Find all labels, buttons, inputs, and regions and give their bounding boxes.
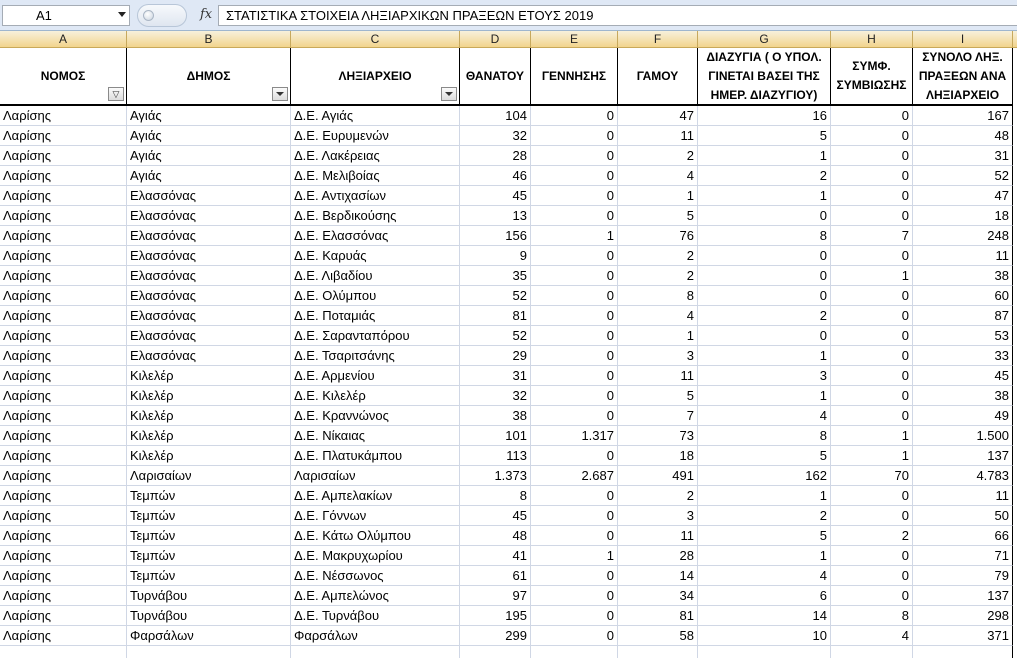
column-header-f[interactable]: F [618,31,698,47]
cell-b[interactable]: Αγιάς [127,146,291,166]
cell-e[interactable]: 0 [531,266,618,286]
cell-f[interactable]: 1 [618,326,698,346]
header-cell-e[interactable] [531,48,618,106]
cell-e[interactable]: 0 [531,186,618,206]
cell-d[interactable]: 31 [460,366,531,386]
cell-i[interactable]: 11 [913,246,1013,266]
column-header-e[interactable]: E [531,31,618,47]
cell-g[interactable]: 14 [698,606,831,626]
cell-h[interactable]: 0 [831,486,913,506]
cell-b[interactable]: Αγιάς [127,126,291,146]
column-header-d[interactable]: D [460,31,531,47]
cell-c[interactable]: Δ.Ε. Μακρυχωρίου [291,546,460,566]
cell-g[interactable]: 2 [698,506,831,526]
cell-g[interactable]: 162 [698,466,831,486]
header-label: ΣΥΝΟΛΟ ΛΗΞ. ΠΡΑΞΕΩΝ ΑΝΑ ΛΗΞΙΑΡΧΕΙΟ [918,49,1007,102]
cell-b[interactable]: Λαρισαίων [127,466,291,486]
circle-icon [143,10,154,21]
cell-i[interactable]: 1.500 [913,426,1013,446]
cell-c[interactable]: Δ.Ε. Ελασσόνας [291,226,460,246]
cell-g[interactable]: 1 [698,546,831,566]
cell-f[interactable]: 2 [618,486,698,506]
cell-a[interactable]: Λαρίσης [0,406,127,426]
header-label: ΓΕΝΝΗΣΗΣ [541,68,607,83]
cell-g[interactable]: 8 [698,226,831,246]
formula-bar [0,0,1017,31]
cell-b[interactable]: Ελασσόνας [127,286,291,306]
cell-e[interactable]: 0 [531,286,618,306]
column-header-h[interactable]: H [831,31,913,47]
cell-i[interactable]: 371 [913,626,1013,646]
dropdown-arrow-icon [445,92,453,96]
cell-b[interactable]: Κιλελέρ [127,446,291,466]
cell-b[interactable]: Ελασσόνας [127,206,291,226]
header-cell-h[interactable] [831,48,913,106]
cell-h[interactable]: 2 [831,526,913,546]
cell-d[interactable]: 45 [460,186,531,206]
cell-f[interactable]: 3 [618,346,698,366]
cell-e[interactable]: 0 [531,166,618,186]
cell-d[interactable]: 195 [460,606,531,626]
cell-e[interactable]: 0 [531,346,618,366]
cell-e[interactable]: 0 [531,146,618,166]
cell-f[interactable]: 5 [618,206,698,226]
cell-b[interactable]: Ελασσόνας [127,266,291,286]
cell-e[interactable]: 0 [531,366,618,386]
cell-b[interactable]: Τεμπών [127,566,291,586]
cell-d[interactable]: 1.373 [460,466,531,486]
column-header-b[interactable]: B [127,31,291,47]
cell-c[interactable]: Δ.Ε. Αγιάς [291,106,460,126]
cell-a[interactable]: Λαρίσης [0,226,127,246]
cell-d[interactable]: 28 [460,146,531,166]
cell-c[interactable]: Λαρισαίων [291,466,460,486]
cell-i[interactable]: 71 [913,546,1013,566]
header-cell-b[interactable] [127,48,291,106]
cell-f[interactable]: 3 [618,506,698,526]
cell-a[interactable]: Λαρίσης [0,186,127,206]
cell-a[interactable]: Λαρίσης [0,306,127,326]
cell-i[interactable]: 31 [913,146,1013,166]
cell-i[interactable]: 18 [913,206,1013,226]
cell-g[interactable]: 1 [698,346,831,366]
cell-c[interactable]: Δ.Ε. Αμπελώνος [291,586,460,606]
cell-i[interactable]: 38 [913,266,1013,286]
column-header-c[interactable]: C [291,31,460,47]
header-label: ΔΗΜΟΣ [186,68,231,83]
cell-a[interactable]: Λαρίσης [0,166,127,186]
cell-b[interactable]: Τεμπών [127,526,291,546]
cell-c[interactable]: Δ.Ε. Ποταμιάς [291,306,460,326]
cell-a[interactable]: Λαρίσης [0,266,127,286]
cell-a[interactable]: Λαρίσης [0,386,127,406]
header-label: ΛΗΞΙΑΡΧΕΙΟ [338,68,412,83]
cell-b[interactable]: Τυρνάβου [127,606,291,626]
cell-h[interactable]: 0 [831,206,913,226]
cell-d[interactable]: 52 [460,286,531,306]
cell-f[interactable]: 81 [618,606,698,626]
cell-c[interactable]: Δ.Ε. Καρυάς [291,246,460,266]
cell-e[interactable]: 0 [531,206,618,226]
cell-i[interactable]: 137 [913,446,1013,466]
cell-b[interactable]: Αγιάς [127,166,291,186]
cell-d[interactable]: 156 [460,226,531,246]
cell-c[interactable]: Δ.Ε. Λακέρειας [291,146,460,166]
cell-b[interactable]: Κιλελέρ [127,406,291,426]
cell-h[interactable]: 0 [831,366,913,386]
cell-d[interactable]: 13 [460,206,531,226]
cell-e[interactable]: 0 [531,526,618,546]
cell-f[interactable]: 7 [618,406,698,426]
cell-f[interactable]: 76 [618,226,698,246]
cell-b[interactable]: Τεμπών [127,546,291,566]
cell-h[interactable]: 0 [831,326,913,346]
cell-a[interactable]: Λαρίσης [0,146,127,166]
filter-active-button[interactable] [108,87,124,101]
header-label: ΝΟΜΟΣ [40,68,86,83]
cell-a[interactable]: Λαρίσης [0,606,127,626]
cell-a[interactable]: Λαρίσης [0,526,127,546]
cell-e[interactable]: 2.687 [531,466,618,486]
cell-b[interactable]: Τεμπών [127,486,291,506]
header-label: ΘΑΝΑΤΟΥ [465,68,525,83]
header-label: ΔΙΑΖΥΓΙΑ ( Ο ΥΠΟΛ. ΓΙΝΕΤΑΙ ΒΑΣΕΙ ΤΗΣ ΗΜΕΡ. ΔΙΑΖΥΓΙΟΥ) [706,49,822,102]
insert-function-button[interactable]: fx [200,7,213,22]
cell-c[interactable]: Φαρσάλων [291,626,460,646]
cell-i[interactable]: 87 [913,306,1013,326]
cell-g[interactable]: 2 [698,306,831,326]
cell-h[interactable]: 70 [831,466,913,486]
cell-g[interactable]: 5 [698,126,831,146]
dropdown-arrow-icon [276,92,284,96]
cell-h[interactable]: 0 [831,126,913,146]
cell-i[interactable]: 52 [913,166,1013,186]
cell-i[interactable]: 137 [913,586,1013,606]
cell-d[interactable]: 45 [460,506,531,526]
cell-i[interactable]: 38 [913,386,1013,406]
cell-e[interactable]: 1 [531,226,618,246]
cell-f[interactable]: 1 [618,186,698,206]
empty-cell[interactable] [291,646,460,658]
cell-h[interactable]: 0 [831,406,913,426]
cell-c[interactable]: Δ.Ε. Ευρυμενών [291,126,460,146]
cell-a[interactable]: Λαρίσης [0,106,127,126]
header-cell-g[interactable] [698,48,831,106]
filter-dropdown-button[interactable] [272,87,288,101]
empty-cell[interactable] [698,646,831,658]
cell-e[interactable]: 1 [531,546,618,566]
cell-g[interactable]: 0 [698,266,831,286]
header-cell-c[interactable] [291,48,460,106]
cell-h[interactable]: 0 [831,286,913,306]
cell-g[interactable]: 8 [698,426,831,446]
cell-i[interactable]: 33 [913,346,1013,366]
cell-e[interactable]: 0 [531,506,618,526]
cell-d[interactable]: 8 [460,486,531,506]
cell-f[interactable]: 18 [618,446,698,466]
cell-d[interactable]: 101 [460,426,531,446]
cell-f[interactable]: 2 [618,266,698,286]
worksheet-grid [0,48,1017,658]
cell-e[interactable]: 0 [531,586,618,606]
cell-h[interactable]: 8 [831,606,913,626]
cell-f[interactable]: 11 [618,126,698,146]
cell-c[interactable]: Δ.Ε. Τυρνάβου [291,606,460,626]
cell-b[interactable]: Τεμπών [127,506,291,526]
cell-i[interactable]: 45 [913,366,1013,386]
cell-a[interactable]: Λαρίσης [0,126,127,146]
cell-c[interactable]: Δ.Ε. Αρμενίου [291,366,460,386]
cell-h[interactable]: 0 [831,586,913,606]
cell-e[interactable]: 0 [531,306,618,326]
cell-h[interactable]: 0 [831,246,913,266]
cell-d[interactable]: 29 [460,346,531,366]
cell-d[interactable]: 35 [460,266,531,286]
cell-d[interactable]: 32 [460,126,531,146]
cell-a[interactable]: Λαρίσης [0,426,127,446]
cell-c[interactable]: Δ.Ε. Αμπελακίων [291,486,460,506]
cell-g[interactable]: 1 [698,186,831,206]
name-box-dropdown-icon[interactable] [118,12,126,17]
cell-g[interactable]: 1 [698,146,831,166]
cell-c[interactable]: Δ.Ε. Κραννώνος [291,406,460,426]
cell-b[interactable]: Κιλελέρ [127,366,291,386]
cell-a[interactable]: Λαρίσης [0,246,127,266]
cell-i[interactable]: 248 [913,226,1013,246]
cell-b[interactable]: Κιλελέρ [127,426,291,446]
cell-b[interactable]: Ελασσόνας [127,306,291,326]
cell-d[interactable]: 113 [460,446,531,466]
cell-a[interactable]: Λαρίσης [0,626,127,646]
cell-b[interactable]: Ελασσόνας [127,246,291,266]
cell-a[interactable]: Λαρίσης [0,546,127,566]
cell-a[interactable]: Λαρίσης [0,346,127,366]
cell-f[interactable]: 5 [618,386,698,406]
cell-f[interactable]: 491 [618,466,698,486]
cell-c[interactable]: Δ.Ε. Τσαριτσάνης [291,346,460,366]
cell-d[interactable]: 52 [460,326,531,346]
cell-e[interactable]: 0 [531,326,618,346]
formula-input[interactable]: ΣΤΑΤΙΣΤΙΚΑ ΣΤΟΙΧΕΙΑ ΛΗΞΙΑΡΧΙΚΩΝ ΠΡΑΞΕΩΝ ΕΤΟΥΣ 2019 [218,5,1017,26]
cell-i[interactable]: 4.783 [913,466,1013,486]
header-label: ΓΑΜΟΥ [636,68,679,83]
cell-h[interactable]: 0 [831,166,913,186]
cell-c[interactable]: Δ.Ε. Λιβαδίου [291,266,460,286]
cell-b[interactable]: Κιλελέρ [127,386,291,406]
empty-cell[interactable] [460,646,531,658]
cell-g[interactable]: 4 [698,566,831,586]
empty-cell[interactable] [0,646,127,658]
cell-b[interactable]: Ελασσόνας [127,326,291,346]
name-box[interactable] [2,5,130,26]
cell-f[interactable]: 58 [618,626,698,646]
cell-g[interactable]: 2 [698,166,831,186]
cell-f[interactable]: 34 [618,586,698,606]
cell-f[interactable]: 14 [618,566,698,586]
cell-h[interactable]: 1 [831,446,913,466]
cell-f[interactable]: 2 [618,246,698,266]
cell-d[interactable]: 41 [460,546,531,566]
cell-c[interactable]: Δ.Ε. Ολύμπου [291,286,460,306]
column-header-a[interactable]: A [0,31,127,47]
cell-h[interactable]: 1 [831,426,913,446]
cell-a[interactable]: Λαρίσης [0,466,127,486]
cell-c[interactable]: Δ.Ε. Πλατυκάμπου [291,446,460,466]
cell-h[interactable]: 0 [831,386,913,406]
cell-h[interactable]: 0 [831,546,913,566]
cell-c[interactable]: Δ.Ε. Κάτω Ολύμπου [291,526,460,546]
cell-d[interactable]: 38 [460,406,531,426]
cell-g[interactable]: 6 [698,586,831,606]
cell-c[interactable]: Δ.Ε. Αντιχασίων [291,186,460,206]
cell-f[interactable]: 47 [618,106,698,126]
cell-c[interactable]: Δ.Ε. Βερδικούσης [291,206,460,226]
cell-e[interactable]: 0 [531,406,618,426]
cell-a[interactable]: Λαρίσης [0,566,127,586]
cell-i[interactable]: 298 [913,606,1013,626]
cell-f[interactable]: 4 [618,306,698,326]
cell-b[interactable]: Φαρσάλων [127,626,291,646]
cell-f[interactable]: 8 [618,286,698,306]
cell-g[interactable]: 5 [698,526,831,546]
cell-g[interactable]: 5 [698,446,831,466]
cell-i[interactable]: 66 [913,526,1013,546]
cell-e[interactable]: 0 [531,126,618,146]
cell-f[interactable]: 73 [618,426,698,446]
cell-f[interactable]: 2 [618,146,698,166]
cell-g[interactable]: 1 [698,386,831,406]
cell-h[interactable]: 0 [831,186,913,206]
cell-i[interactable]: 47 [913,186,1013,206]
name-box-value: A1 [36,8,52,23]
formula-bar-resize-handle[interactable] [137,4,187,27]
header-cell-i[interactable] [913,48,1013,106]
cell-h[interactable]: 1 [831,266,913,286]
cell-b[interactable]: Ελασσόνας [127,186,291,206]
cell-d[interactable]: 97 [460,586,531,606]
cell-h[interactable]: 4 [831,626,913,646]
empty-cell[interactable] [831,646,913,658]
cell-g[interactable]: 0 [698,206,831,226]
cell-e[interactable]: 0 [531,106,618,126]
empty-cell[interactable] [913,646,1013,658]
cell-e[interactable]: 0 [531,606,618,626]
cell-h[interactable]: 0 [831,346,913,366]
cell-c[interactable]: Δ.Ε. Μελιβοίας [291,166,460,186]
header-cell-d[interactable] [460,48,531,106]
cell-a[interactable]: Λαρίσης [0,586,127,606]
cell-b[interactable]: Ελασσόνας [127,226,291,246]
column-header-g[interactable]: G [698,31,831,47]
cell-f[interactable]: 11 [618,366,698,386]
cell-c[interactable]: Δ.Ε. Σαρανταπόρου [291,326,460,346]
cell-a[interactable]: Λαρίσης [0,326,127,346]
cell-f[interactable]: 28 [618,546,698,566]
cell-i[interactable]: 79 [913,566,1013,586]
cell-d[interactable]: 61 [460,566,531,586]
header-cell-f[interactable] [618,48,698,106]
cell-h[interactable]: 0 [831,106,913,126]
cell-b[interactable]: Αγιάς [127,106,291,126]
cell-g[interactable]: 16 [698,106,831,126]
cell-g[interactable]: 3 [698,366,831,386]
cell-d[interactable]: 46 [460,166,531,186]
cell-f[interactable]: 11 [618,526,698,546]
cell-a[interactable]: Λαρίσης [0,286,127,306]
cell-h[interactable]: 0 [831,306,913,326]
cell-e[interactable]: 0 [531,486,618,506]
cell-e[interactable]: 0 [531,626,618,646]
cell-h[interactable]: 0 [831,506,913,526]
cell-h[interactable]: 0 [831,146,913,166]
cell-i[interactable]: 167 [913,106,1013,126]
cell-g[interactable]: 4 [698,406,831,426]
cell-a[interactable]: Λαρίσης [0,486,127,506]
cell-i[interactable]: 60 [913,286,1013,306]
cell-f[interactable]: 4 [618,166,698,186]
cell-c[interactable]: Δ.Ε. Γόννων [291,506,460,526]
cell-i[interactable]: 50 [913,506,1013,526]
cell-e[interactable]: 1.317 [531,426,618,446]
cell-g[interactable]: 0 [698,326,831,346]
cell-a[interactable]: Λαρίσης [0,506,127,526]
cell-d[interactable]: 9 [460,246,531,266]
cell-c[interactable]: Δ.Ε. Κιλελέρ [291,386,460,406]
cell-g[interactable]: 10 [698,626,831,646]
cell-d[interactable]: 104 [460,106,531,126]
empty-cell[interactable] [127,646,291,658]
cell-d[interactable]: 48 [460,526,531,546]
filter-dropdown-button[interactable] [441,87,457,101]
cell-b[interactable]: Ελασσόνας [127,346,291,366]
cell-b[interactable]: Τυρνάβου [127,586,291,606]
cell-e[interactable]: 0 [531,246,618,266]
header-label: ΣΥΜΦ. ΣΥΜΒΙΩΣΗΣ [836,59,907,92]
column-header-i[interactable]: I [913,31,1013,47]
empty-cell[interactable] [618,646,698,658]
cell-d[interactable]: 32 [460,386,531,406]
cell-g[interactable]: 1 [698,486,831,506]
cell-e[interactable]: 0 [531,386,618,406]
cell-i[interactable]: 53 [913,326,1013,346]
cell-g[interactable]: 0 [698,246,831,266]
cell-i[interactable]: 48 [913,126,1013,146]
cell-d[interactable]: 81 [460,306,531,326]
cell-c[interactable]: Δ.Ε. Νέσσωνος [291,566,460,586]
cell-a[interactable]: Λαρίσης [0,366,127,386]
column-header-strip [0,31,1017,48]
cell-h[interactable]: 7 [831,226,913,246]
cell-c[interactable]: Δ.Ε. Νίκαιας [291,426,460,446]
cell-i[interactable]: 11 [913,486,1013,506]
cell-h[interactable]: 0 [831,566,913,586]
cell-i[interactable]: 49 [913,406,1013,426]
cell-d[interactable]: 299 [460,626,531,646]
cell-a[interactable]: Λαρίσης [0,446,127,466]
cell-e[interactable]: 0 [531,446,618,466]
cell-a[interactable]: Λαρίσης [0,206,127,226]
cell-g[interactable]: 0 [698,286,831,306]
empty-cell[interactable] [531,646,618,658]
cell-e[interactable]: 0 [531,566,618,586]
funnel-icon: ▽ [112,88,120,99]
